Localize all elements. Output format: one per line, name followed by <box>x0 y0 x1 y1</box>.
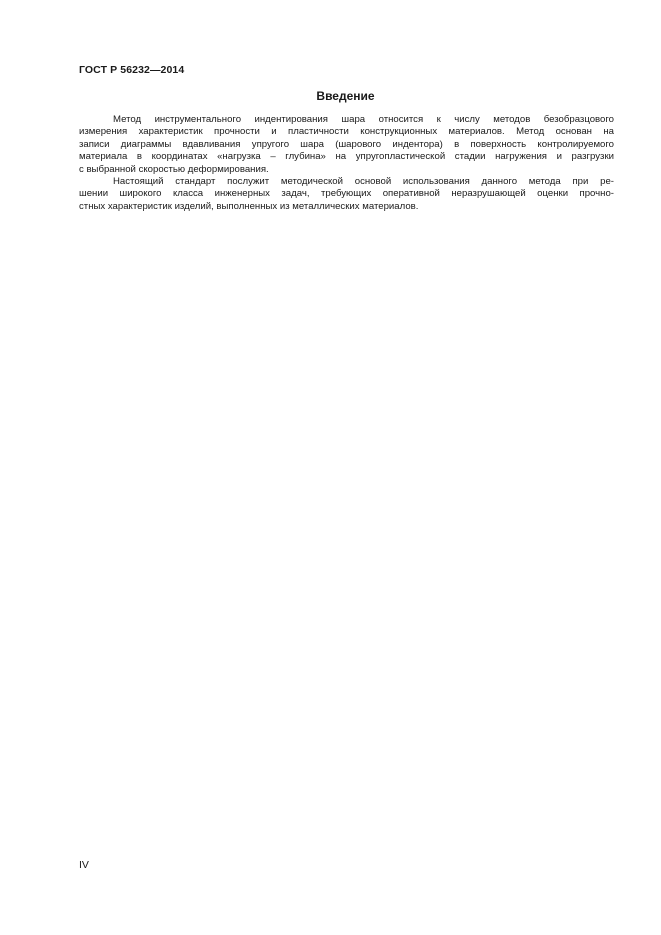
paragraph-1-line-2: измерения характеристик прочности и пластичности конструкционных материалов. Метод основан на <box>79 126 614 138</box>
page-number: IV <box>79 859 89 871</box>
section-title: Введение <box>316 89 375 103</box>
paragraph-2-line-2: шении широкого класса инженерных задач, требующих оперативной неразрушающей оценки прочно- <box>79 188 614 200</box>
body-text <box>79 114 614 213</box>
paragraph-1-line-4: материала в координатах «нагрузка – глубина» на упругопластической стадии нагружения и разгрузки <box>79 151 614 163</box>
paragraph-2-line-1: Настоящий стандарт послужит методической основой использования данного метода при ре- <box>113 176 614 188</box>
paragraph-1-line-3: записи диаграммы вдавливания упругого шара (шарового индентора) в поверхность контролируемого <box>79 138 614 150</box>
paragraph-2-line-3: стных характеристик изделий, выполненных из металлических материалов. <box>79 200 419 212</box>
document-header: ГОСТ Р 56232—2014 <box>79 64 185 76</box>
paragraph-1-line-1: Метод инструментального индентирования шара относится к числу методов безобразцового <box>113 114 614 125</box>
paragraph-1-line-5: с выбранной скоростью деформирования. <box>79 163 269 175</box>
